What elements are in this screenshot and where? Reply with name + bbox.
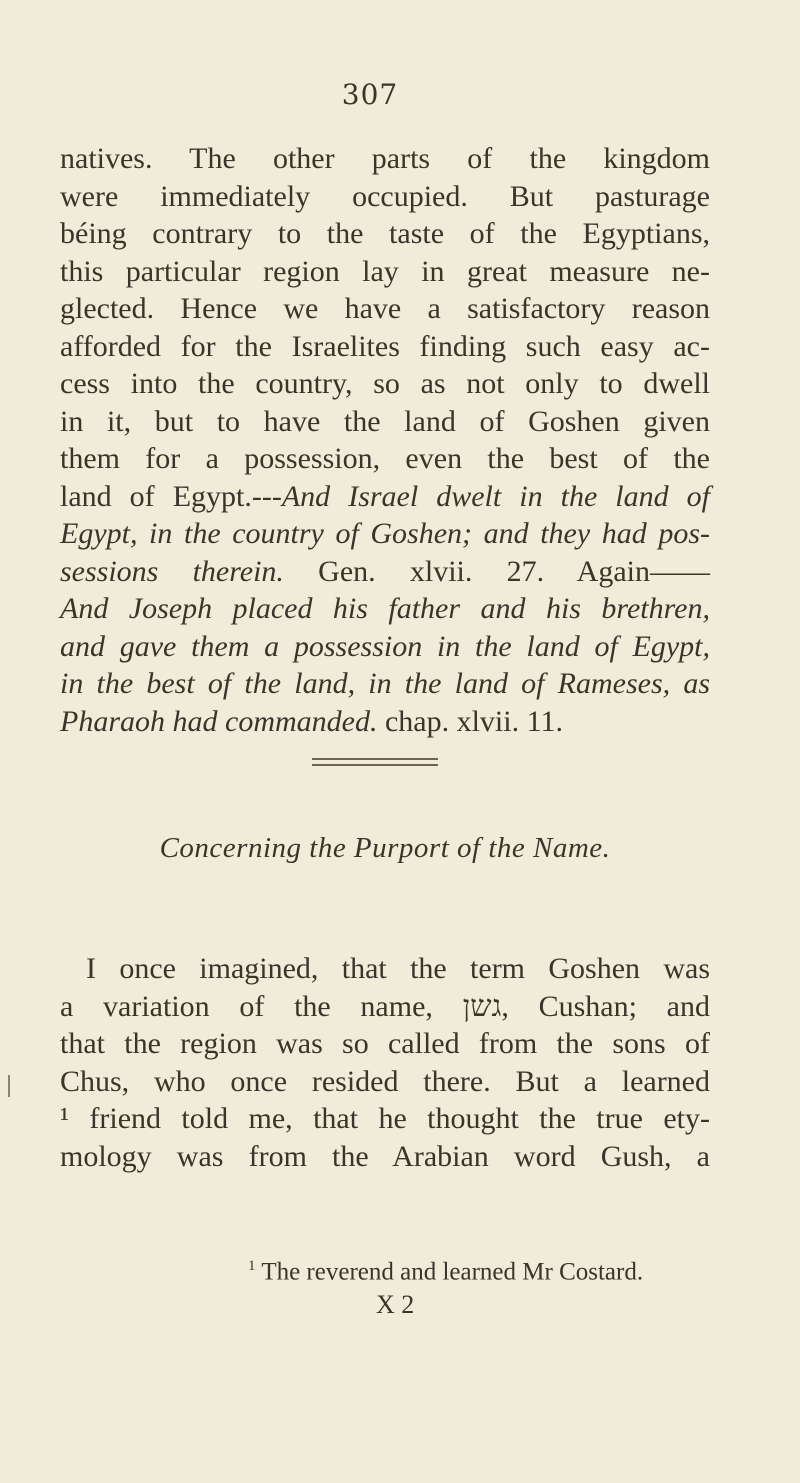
footnote-marker: 1 — [248, 1258, 256, 1274]
line-italic-part: Egypt, in the country of Goshen; and they had pos- — [60, 517, 710, 550]
text-line: glected. Hence we have a satisfactory reason — [60, 292, 710, 325]
text-line: mology was from the Arabian word Gush, a — [60, 1139, 710, 1173]
text-line: that the region was so called from the sons of — [60, 1027, 710, 1060]
text-line: in the best of the land, in the land of Rameses, as — [60, 667, 710, 700]
text-line — [60, 703, 710, 741]
line-italic-part: And Israel dwelt in the land of — [281, 479, 710, 513]
text-line: were immediately occupied. But pasturage — [60, 179, 710, 213]
second-paragraph — [60, 950, 710, 1175]
margin-mark — [8, 1075, 10, 1097]
text-line — [60, 478, 710, 516]
line-roman-part: chap. xlvii. 11. — [377, 704, 563, 738]
divider-line — [312, 758, 438, 760]
text-line — [60, 515, 710, 553]
main-paragraph — [60, 140, 710, 740]
line-italic-part: sessions therein. — [60, 554, 284, 588]
text-line: ¹ friend told me, that he thought the true ety- — [60, 1102, 710, 1135]
footnote-text: The reverend and learned Mr Costard. — [261, 1258, 644, 1286]
signature-mark: X 2 — [376, 1290, 415, 1319]
text-line: and gave them a possession in the land of Egypt, — [60, 629, 710, 663]
text-line: Chus, who once resided there. But a learned — [60, 1064, 710, 1098]
text-line: cess into the country, so as not only to dwell — [60, 367, 710, 400]
text-line: béing contrary to the taste of the Egyptians, — [60, 217, 710, 250]
line-roman-part: land of Egypt.--- — [60, 479, 282, 513]
text-line: afforded for the Israelites finding such easy ac- — [60, 329, 710, 363]
divider-line — [312, 764, 438, 766]
line-roman-part: Gen. xlvii. 27. Again—— — [283, 554, 710, 588]
section-divider — [312, 758, 438, 770]
text-line: natives. The other parts of the kingdom — [60, 142, 710, 175]
text-line: this particular region lay in great measure ne- — [60, 254, 710, 288]
text-line: a variation of the name, גשן, Cushan; and — [60, 989, 710, 1023]
text-line: I once imagined, that the term Goshen was — [86, 952, 710, 985]
text-line: them for a possession, even the best of the — [60, 442, 710, 475]
footnote — [248, 1258, 643, 1286]
text-line — [60, 553, 710, 591]
text-line: And Joseph placed his father and his brethren, — [60, 592, 710, 625]
page-number: 307 — [341, 78, 399, 111]
section-heading: Concerning the Purport of the Name. — [159, 832, 611, 864]
line-italic-part: Pharaoh had commanded. — [60, 704, 378, 738]
text-line: in it, but to have the land of Goshen given — [60, 404, 710, 438]
